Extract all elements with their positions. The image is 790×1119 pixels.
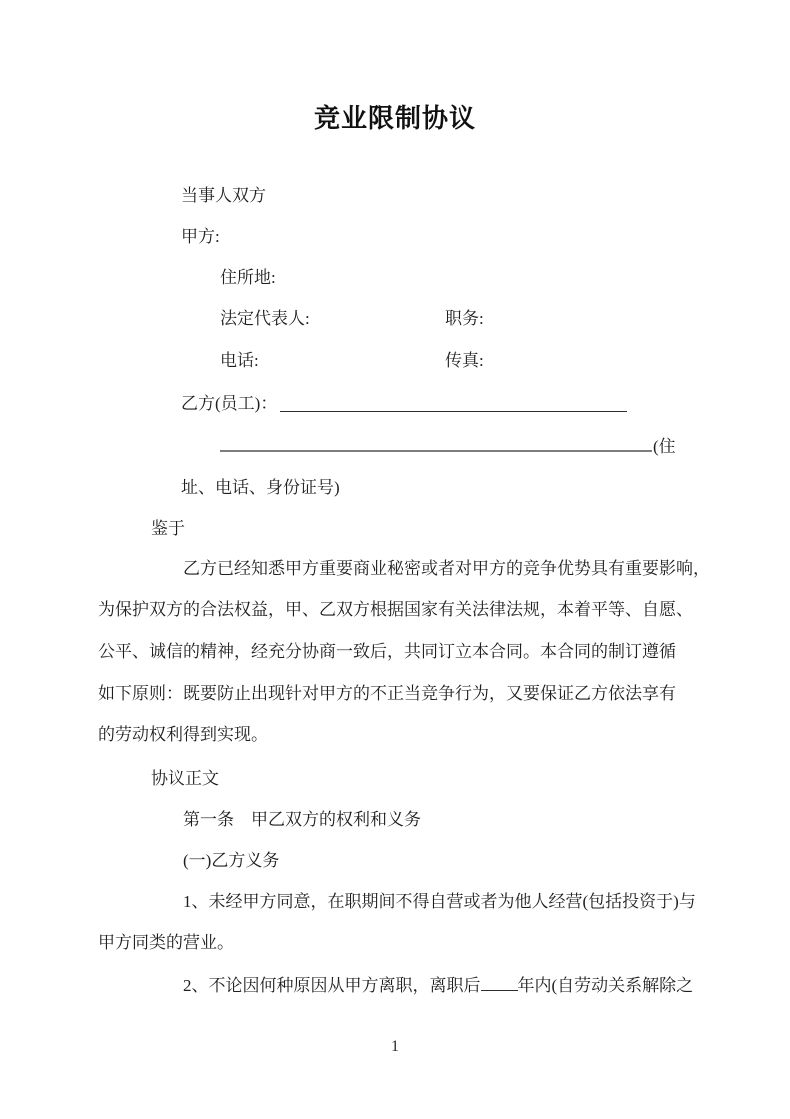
party-b-wrap-line: 址、电话、身份证号) xyxy=(181,478,340,497)
parties-intro-label: 当事人双方 xyxy=(181,186,266,205)
party-b-label: 乙方(员工)： xyxy=(181,394,278,413)
document-title: 竞业限制协议 xyxy=(313,104,476,133)
party-a-fax-label: 传真: xyxy=(445,351,484,370)
whereas-heading: 鉴于 xyxy=(151,519,185,538)
party-a-position-label: 职务: xyxy=(445,309,484,328)
whereas-line: 公平、诚信的精神，经充分协商一致后，共同订立本合同。本合同的制订遵循 xyxy=(98,642,676,661)
party-b-name-blank xyxy=(280,410,627,412)
whereas-line: 如下原则：既要防止出现针对甲方的不正当竞争行为，又要保证乙方依法享有 xyxy=(98,684,676,703)
clause-2-line xyxy=(183,975,693,995)
party-a-phone-label: 电话: xyxy=(220,351,259,370)
article-1-sub1-heading: (一)乙方义务 xyxy=(183,851,280,870)
clause-1-line: 甲方同类的营业。 xyxy=(98,933,234,952)
party-a-label: 甲方: xyxy=(181,227,220,246)
clause-2-text-before: 2、不论因何种原因从甲方离职，离职后 xyxy=(183,976,481,995)
page-number: 1 xyxy=(391,1038,399,1055)
section-heading: 协议正文 xyxy=(151,769,219,788)
party-a-legal-rep-label: 法定代表人: xyxy=(220,309,310,328)
whereas-line: 乙方已经知悉甲方重要商业秘密或者对甲方的竞争优势具有重要影响， xyxy=(183,559,710,578)
whereas-line: 为保护双方的合法权益，甲、乙双方根据国家有关法律法规，本着平等、自愿、 xyxy=(98,600,693,619)
party-a-address-label: 住所地: xyxy=(220,268,276,287)
clause-2-text-after: 年内(自劳动关系解除之 xyxy=(517,976,694,995)
clause-1-line: 1、未经甲方同意，在职期间不得自营或者为他人经营(包括投资于)与 xyxy=(183,892,696,911)
whereas-line: 的劳动权利得到实现。 xyxy=(98,725,268,744)
article-1-heading: 第一条 甲乙双方的权利和义务 xyxy=(183,810,421,829)
party-b-info-blank xyxy=(220,450,652,452)
clause-2-years-blank xyxy=(481,975,518,991)
party-b-wrap-suffix: (住 xyxy=(653,437,676,456)
